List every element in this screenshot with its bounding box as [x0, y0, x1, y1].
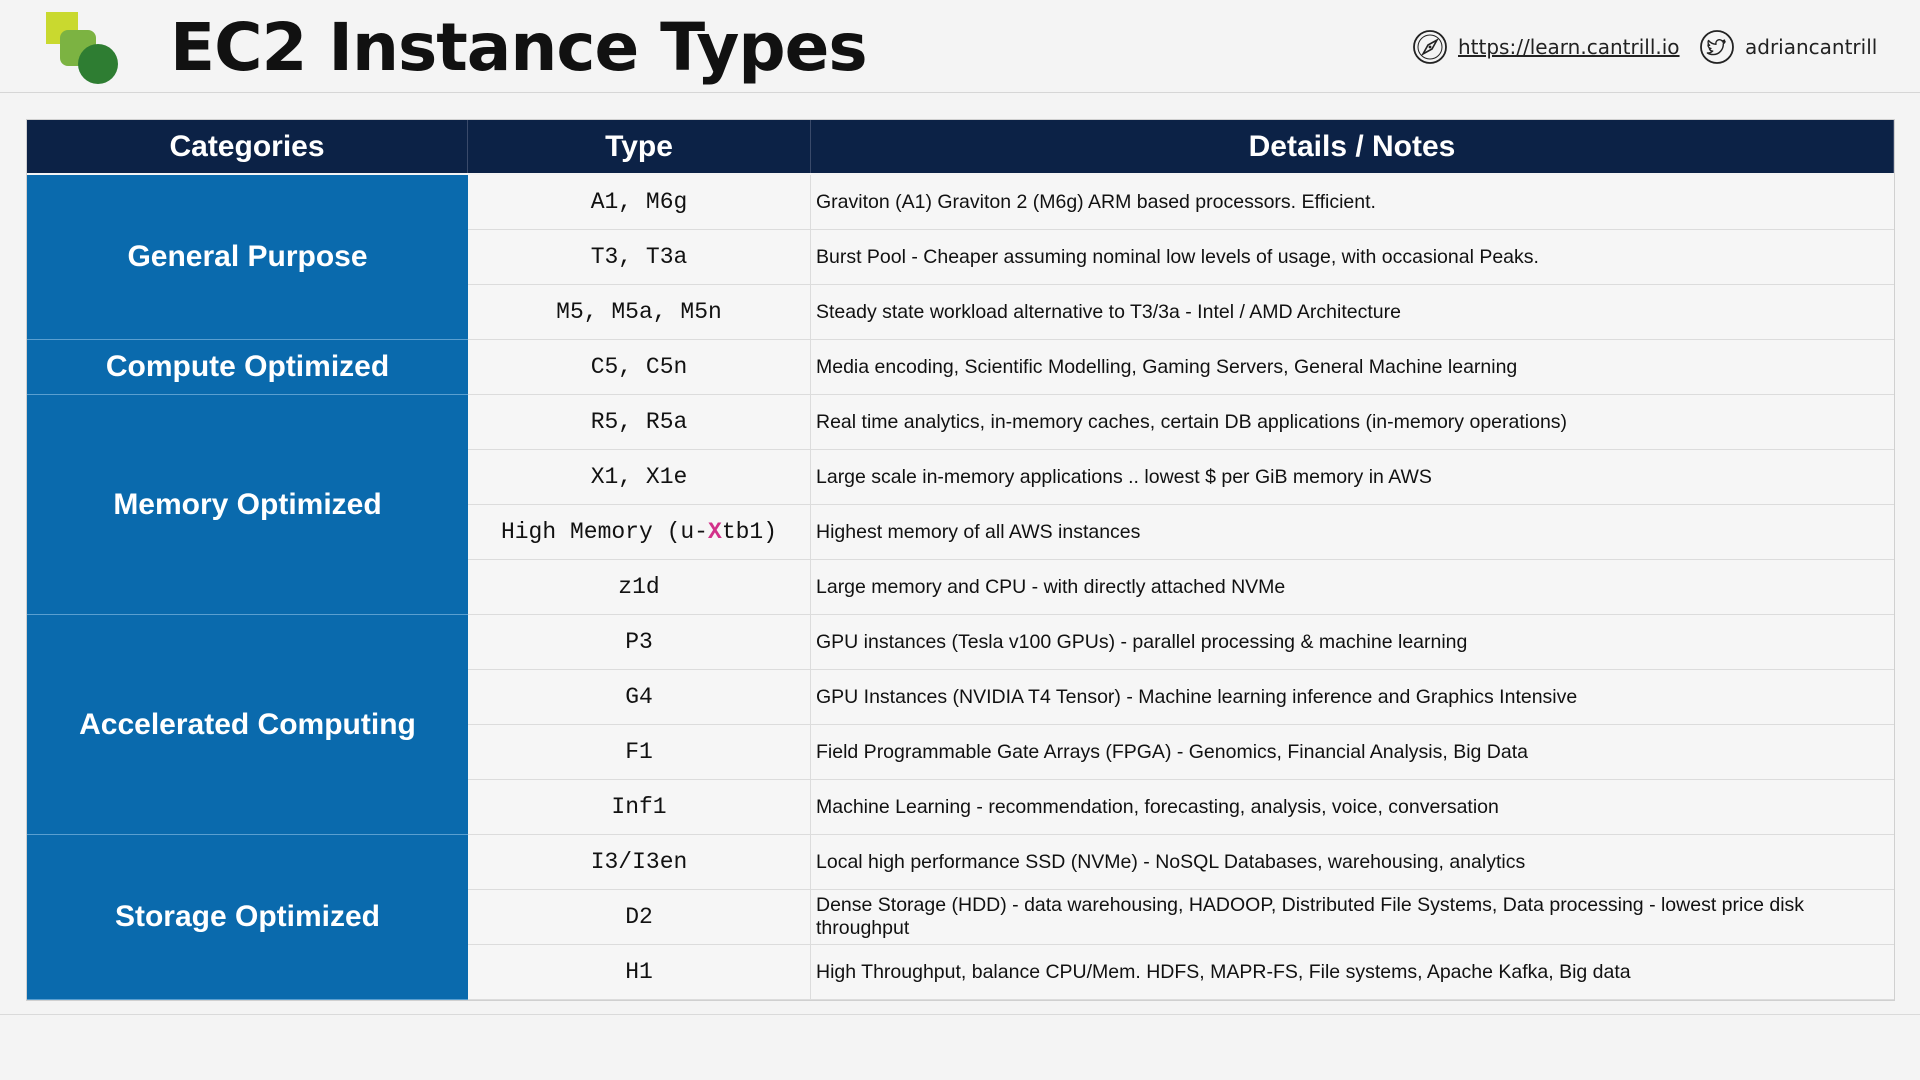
logo: [44, 10, 124, 86]
details-cell: Machine Learning - recommendation, forecasting, analysis, voice, conversation: [811, 780, 1894, 835]
instance-type-cell: D2: [468, 890, 811, 945]
type-text: High Memory (u-: [500, 519, 708, 545]
instance-type-cell: I3/I3en: [468, 835, 811, 890]
instance-type-cell: R5, R5a: [468, 395, 811, 450]
category-cell: Compute Optimized: [27, 340, 468, 395]
type-text: tb1): [721, 519, 778, 545]
details-cell: GPU Instances (NVIDIA T4 Tensor) - Machine learning inference and Graphics Intensive: [811, 670, 1894, 725]
instance-type-cell: G4: [468, 670, 811, 725]
instance-type-cell: P3: [468, 615, 811, 670]
category-cell: Accelerated Computing: [27, 615, 468, 835]
twitter-icon: [1699, 29, 1735, 65]
instance-type-cell: H1: [468, 945, 811, 1000]
page-title: EC2 Instance Types: [170, 9, 867, 86]
column-header-categories: Categories: [27, 120, 468, 173]
instance-type-cell: X1, X1e: [468, 450, 811, 505]
header-bar: [0, 0, 1920, 93]
instance-type-cell: C5, C5n: [468, 340, 811, 395]
instance-type-cell: z1d: [468, 560, 811, 615]
website-link[interactable]: [1412, 28, 1680, 66]
footer-divider: [0, 1014, 1920, 1015]
details-cell: Field Programmable Gate Arrays (FPGA) - Genomics, Financial Analysis, Big Data: [811, 725, 1894, 780]
category-cell: General Purpose: [27, 175, 468, 340]
details-cell: Burst Pool - Cheaper assuming nominal low levels of usage, with occasional Peaks.: [811, 230, 1894, 285]
twitter-link[interactable]: [1699, 28, 1877, 66]
column-header-details: Details / Notes: [811, 120, 1894, 173]
highlighted-letter: X: [708, 519, 722, 545]
instance-type-cell: [468, 505, 811, 560]
details-cell: Graviton (A1) Graviton 2 (M6g) ARM based processors. Efficient.: [811, 175, 1894, 230]
compass-icon: [1412, 29, 1448, 65]
website-url[interactable]: https://learn.cantrill.io: [1458, 35, 1680, 59]
details-cell: Real time analytics, in-memory caches, certain DB applications (in-memory operations): [811, 395, 1894, 450]
category-cell: Storage Optimized: [27, 835, 468, 1000]
details-cell: Highest memory of all AWS instances: [811, 505, 1894, 560]
details-cell: Large memory and CPU - with directly attached NVMe: [811, 560, 1894, 615]
details-cell: Steady state workload alternative to T3/3a - Intel / AMD Architecture: [811, 285, 1894, 340]
details-cell: Dense Storage (HDD) - data warehousing, HADOOP, Distributed File Systems, Data processing - lowest price disk throughput: [811, 890, 1894, 945]
instance-type-cell: M5, M5a, M5n: [468, 285, 811, 340]
instance-type-cell: Inf1: [468, 780, 811, 835]
instance-type-cell: A1, M6g: [468, 175, 811, 230]
details-cell: High Throughput, balance CPU/Mem. HDFS, MAPR-FS, File systems, Apache Kafka, Big data: [811, 945, 1894, 1000]
details-cell: Large scale in-memory applications .. lowest $ per GiB memory in AWS: [811, 450, 1894, 505]
instance-types-table: [26, 119, 1895, 1001]
details-cell: Media encoding, Scientific Modelling, Gaming Servers, General Machine learning: [811, 340, 1894, 395]
details-cell: Local high performance SSD (NVMe) - NoSQL Databases, warehousing, analytics: [811, 835, 1894, 890]
category-cell: Memory Optimized: [27, 395, 468, 615]
details-cell: GPU instances (Tesla v100 GPUs) - parallel processing & machine learning: [811, 615, 1894, 670]
column-header-type: Type: [468, 120, 811, 173]
twitter-handle: adriancantrill: [1745, 35, 1878, 59]
instance-type-cell: F1: [468, 725, 811, 780]
instance-type-cell: T3, T3a: [468, 230, 811, 285]
